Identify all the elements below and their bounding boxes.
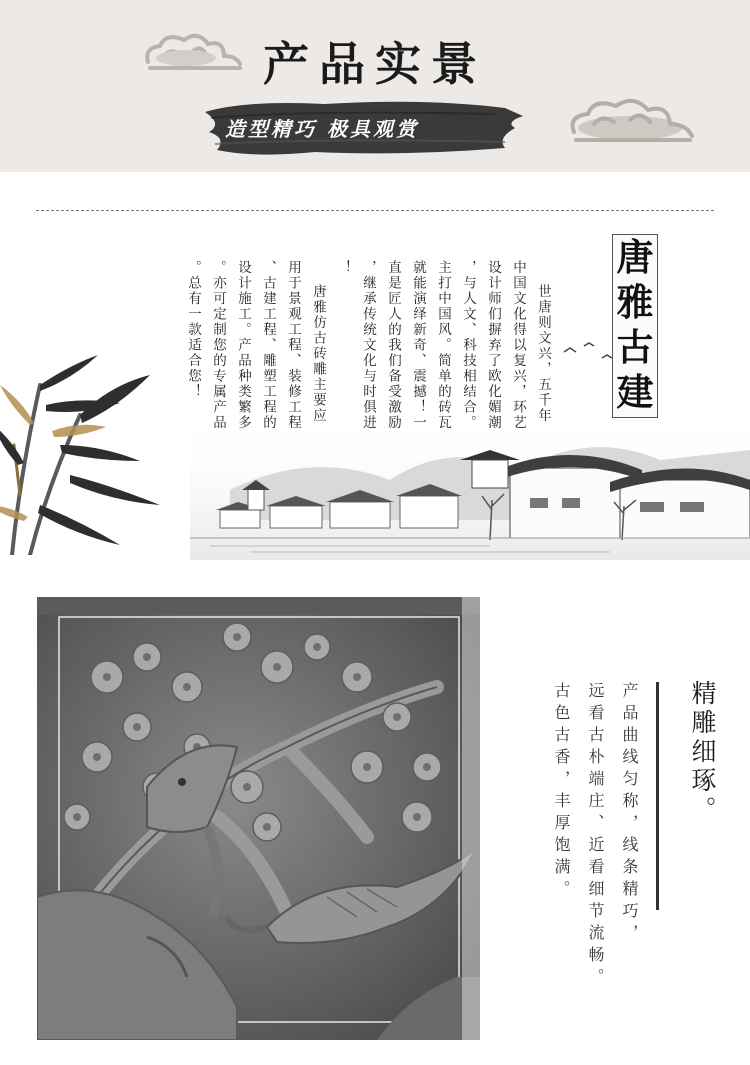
feature-text-column: 古色古香，丰厚饱满。: [552, 682, 571, 902]
intro-text-column: 唐雅仿古砖雕主要应: [310, 284, 326, 424]
brand-char: 建: [616, 370, 654, 414]
ink-bamboo-painting: [0, 345, 165, 555]
right-cloud-ornament: [560, 92, 700, 150]
intro-text-column: 直是匠人的我们备受激励: [385, 260, 401, 431]
intro-text-column: 世唐则文兴，五千年: [535, 284, 551, 424]
page-subtitle: 造型精巧 极具观赏: [225, 117, 419, 141]
flying-birds: [562, 340, 622, 370]
feature-accent-bar: [656, 682, 659, 910]
intro-text-column: ，与人文、科技相结合。: [460, 260, 476, 431]
intro-text-column: 用于景观工程、装修工程: [285, 260, 301, 431]
intro-text-column: 中国文化得以复兴，环艺: [510, 260, 526, 431]
intro-text-column: 。总有一款适合您！: [185, 260, 201, 400]
feature-text-column: 产品曲线匀称，线条精巧，: [620, 682, 639, 946]
intro-text-column: ！: [335, 260, 351, 276]
feature-text-column: 远看古朴端庄、近看细节流畅。: [586, 682, 605, 990]
page-title: 产品实景: [263, 37, 487, 91]
intro-text-column: 设计施工。产品种类繁多: [235, 260, 251, 431]
intro-text-column: ，继承传统文化与时俱进: [360, 260, 376, 431]
header-banner: [0, 0, 750, 172]
intro-text-column: 主打中国风。简单的砖瓦: [435, 260, 451, 431]
intro-text-column: 就能演绎新奇、震撼！一: [410, 260, 426, 431]
dashed-divider: [36, 210, 714, 211]
brand-char: 古: [616, 325, 654, 369]
intro-text-column: 、古建工程、雕塑工程的: [260, 260, 276, 431]
brand-char: 唐: [616, 235, 654, 279]
brand-char: 雅: [616, 280, 654, 324]
intro-text-column: 设计师们摒弃了欧化媚潮: [485, 260, 501, 431]
ink-landscape-architecture: [190, 410, 750, 560]
brand-seal: [612, 234, 658, 418]
feature-title: 精雕细琢。: [688, 680, 717, 825]
brick-carving-photo: [37, 597, 480, 1040]
intro-text-column: 。亦可定制您的专属产品: [210, 260, 226, 431]
carved-relief-illustration: [37, 597, 480, 1040]
